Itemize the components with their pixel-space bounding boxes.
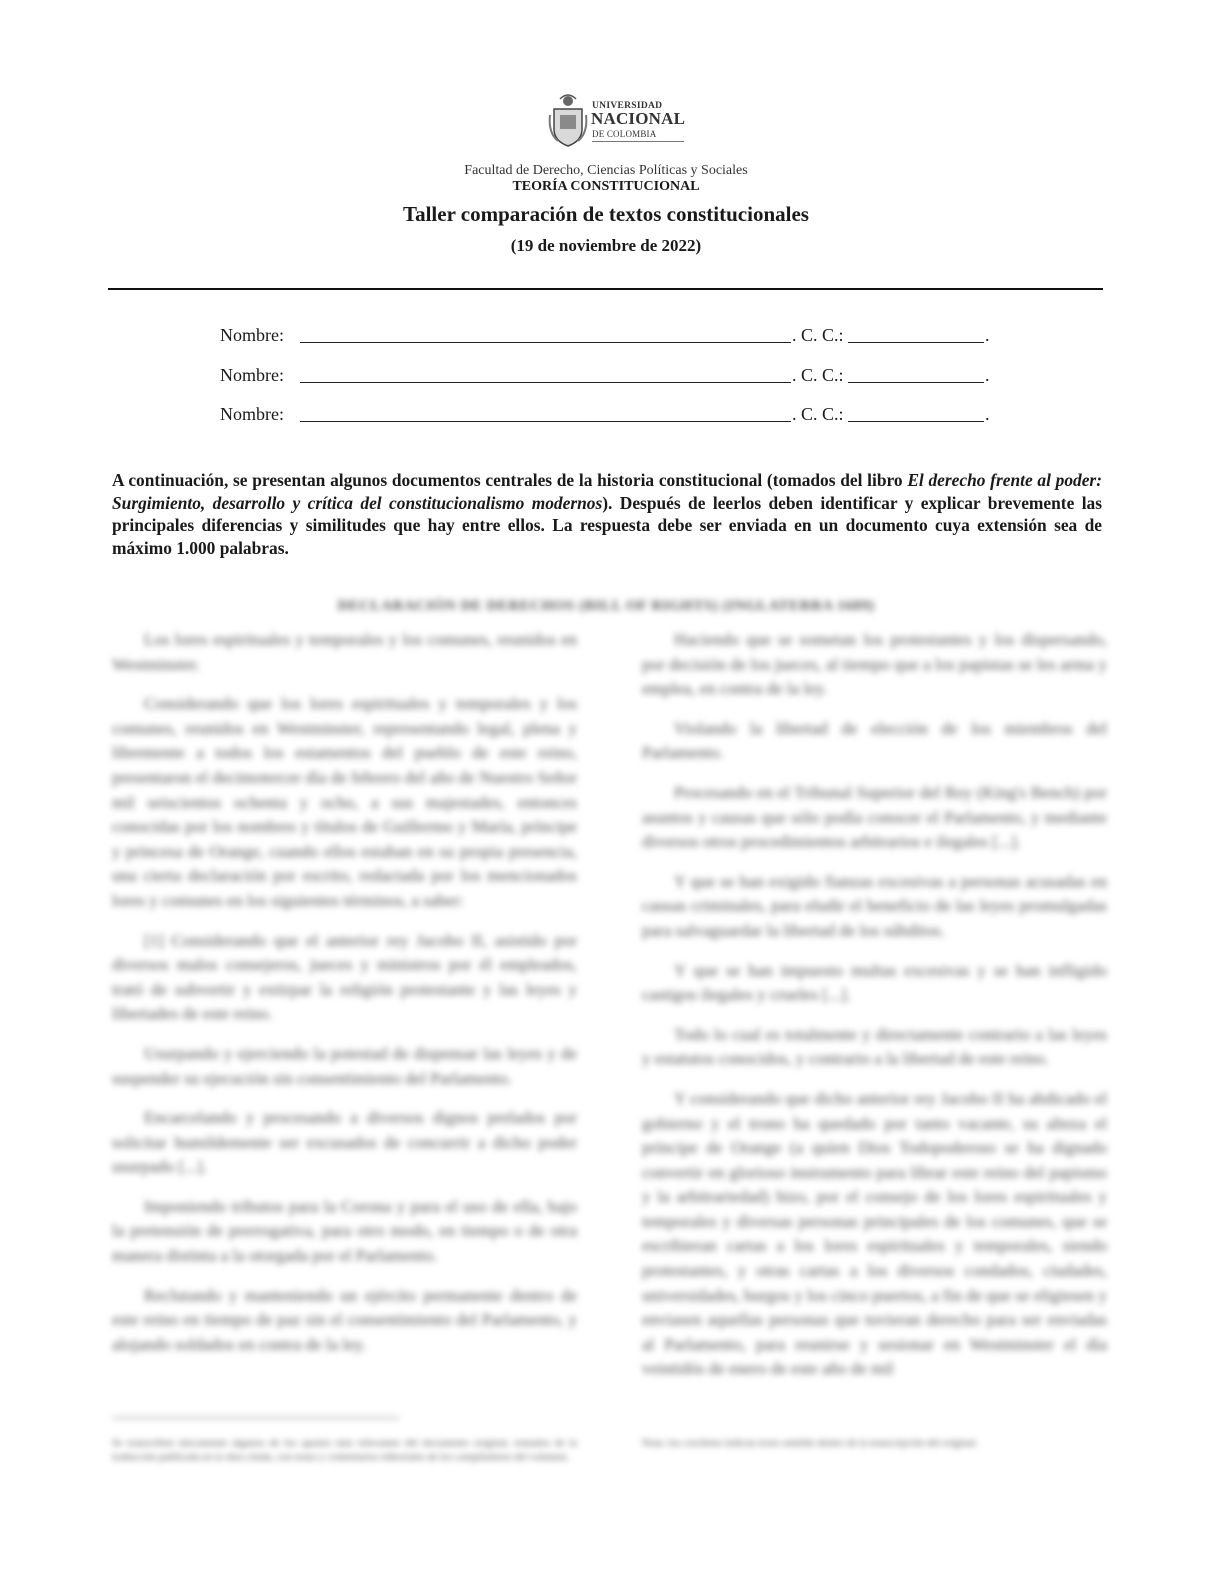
- name-label: Nombre:: [220, 365, 284, 385]
- excerpt-paragraph: Haciendo que se sometan los protestantes y los dispersando, por decisión de los jueces, al tiempo que a los papistas se les arma y emplea, en contra de la ley.: [642, 630, 1107, 699]
- excerpt-paragraph: Reclutando y manteniendo un ejército permanente dentro de este reino en tiempo de paz sin el consentimiento del Parlamento, y alojando soldados en contra de la ley.: [112, 1285, 577, 1354]
- logo-line-universidad: UNIVERSIDAD: [592, 101, 663, 111]
- university-seal-icon: [548, 93, 588, 147]
- excerpt-paragraph: Usurpando y ejerciendo la potestad de dispensar las leyes y de suspender su ejecución sin consentimiento del Parlamento.: [112, 1043, 577, 1088]
- university-logo: [548, 93, 688, 149]
- cc-blank-line[interactable]: [848, 421, 984, 422]
- cc-label: . C. C.:: [792, 365, 844, 385]
- logo-line-colombia: DE COLOMBIA: [592, 129, 657, 139]
- footnote-left: Se transcriben únicamente algunos de los apartes más relevantes del documento original, tomados de la traducción publicada en la obra citada, con notas y comentarios editoriales de los compiladores del volumen.: [112, 1438, 577, 1463]
- excerpt-paragraph: Encarcelando y procesando a diversos dignos prelados por solicitar humildemente ser excusados de concurrir a dicho poder usurpado [...].: [112, 1108, 577, 1177]
- book-title: El derecho frente al poder: Surgimiento, desarrollo y crítica del constitucionalismo modernos: [112, 470, 1102, 513]
- row-end-period: .: [985, 365, 990, 385]
- row-end-period: .: [985, 404, 990, 424]
- instructions-paragraph: [112, 469, 1102, 559]
- row-end-period: .: [985, 325, 990, 345]
- document-title: Taller comparación de textos constitucionales: [403, 202, 809, 226]
- excerpt-paragraph: Y que se han impuesto multas excesivas y se han infligido castigos ilegales y crueles [...].: [642, 960, 1107, 1005]
- name-field-row-2: [220, 363, 1000, 389]
- logo-line-nacional: NACIONAL: [591, 109, 686, 128]
- excerpt-paragraph: Y que se han exigido fianzas excesivas a personas acusadas en causas criminales, para eludir el beneficio de las leyes promulgadas para salvaguardar la libertad de los súbditos.: [642, 871, 1107, 940]
- excerpt-title: DECLARACIÓN DE DERECHOS (BILL OF RIGHTS) (INGLATERRA 1689): [337, 598, 875, 614]
- excerpt-paragraph: Imponiendo tributos para la Corona y para el uso de ella, bajo la pretensión de prerrogativa, para otro modo, en tiempo o de otra manera distinta a la otorgada por el Parlamento.: [112, 1196, 577, 1266]
- name-field-row-1: [220, 323, 1000, 349]
- cc-blank-line[interactable]: [848, 342, 984, 343]
- excerpt-paragraph: Considerando que los lores espirituales y temporales y los comunes, reunidos en Westminster, representando legal, plena y libremente a todos los estamentos del pueblo de este reino, presentaron el decimotercer día de febrero del año de Nuestro Señor mil seiscientos ochenta y ocho, a sus majestades, entonces conocidas por los nombres y títulos de Guillermo y María, príncipe y princesa de Orange, cuando ellos estaban en su propia presencia, una cierta declaración por escrito, redactada por los mencionados lores y comunes en los siguientes términos, a saber:: [112, 694, 577, 910]
- name-blank-line[interactable]: [300, 342, 791, 343]
- cc-blank-line[interactable]: [848, 382, 984, 383]
- footnote-right: Nota: los corchetes indican texto omitido dentro de la transcripción del original.: [642, 1438, 978, 1449]
- name-blank-line[interactable]: [300, 421, 791, 422]
- excerpt-left-column: [112, 628, 577, 1372]
- name-label: Nombre:: [220, 325, 284, 345]
- excerpt-paragraph: Y considerando que dicho anterior rey Jacobo II ha abdicado el gobierno y el trono ha quedado por tanto vacante, su alteza el príncipe de Orange (a quien Dios Todopoderoso se ha dignado convertir en glorioso instrumento para librar este reino del papismo y la arbitrariedad) hizo, por el consejo de los lores espirituales y temporales y diversas personas principales de los comunes, que se escribieran cartas a los lores espirituales y temporales, siendo protestantes, y otras cartas a los diversos condados, ciudades, universidades, burgos y los cinco puertos, a fin de que se eligiesen y enviasen aquellas personas que tuvieran derecho para ser enviadas al Parlamento, para reunirse y sesionar en Westminster el día veintidós de enero de este año de mil: [642, 1088, 1107, 1379]
- cc-label: . C. C.:: [792, 325, 844, 345]
- excerpt-paragraph: [1] Considerando que el anterior rey Jacobo II, asistido por diversos malos consejeros, jueces y ministros por él empleados, trató de subvertir y extirpar la religión protestante y las leyes y libertades de este reino.: [112, 930, 577, 1024]
- name-field-row-3: [220, 402, 1000, 428]
- faculty-name: Facultad de Derecho, Ciencias Políticas y Sociales: [464, 163, 748, 178]
- excerpt-paragraph: Todo lo cual es totalmente y directamente contrario a las leyes y estatutos conocidos, y contrario a la libertad de este reino.: [642, 1024, 1107, 1069]
- logo-rule: [592, 141, 684, 142]
- header-divider: [108, 288, 1103, 290]
- name-label: Nombre:: [220, 404, 284, 424]
- name-blank-line[interactable]: [300, 382, 791, 383]
- document-date: (19 de noviembre de 2022): [510, 236, 702, 255]
- excerpt-paragraph: Los lores espirituales y temporales y los comunes, reunidos en Westminster.: [112, 630, 577, 674]
- cc-label: . C. C.:: [792, 404, 844, 424]
- excerpt-paragraph: Procesando en el Tribunal Superior del Rey (King's Bench) por asuntos y causas que sólo podía conocer el Parlamento, y mediante diversos otros procedimientos arbitrarios e ilegales [...].: [642, 782, 1107, 852]
- footnote-rule: [112, 1417, 399, 1419]
- instructions-text-1: A continuación, se presentan algunos documentos centrales de la historia constitucional (tomados del libro: [112, 470, 908, 490]
- instructions-text-2: ). Después de leerlos deben identificar y explicar brevemente las principales diferencias y similitudes que hay entre ellos. La respuesta debe ser enviada en un documento cuya extensión sea de máximo 1.000 palabras.: [112, 492, 1102, 558]
- course-name: TEORÍA CONSTITUCIONAL: [512, 179, 700, 194]
- excerpt-right-column: [642, 628, 1107, 1397]
- excerpt-paragraph: Violando la libertad de elección de los miembros del Parlamento.: [642, 718, 1107, 763]
